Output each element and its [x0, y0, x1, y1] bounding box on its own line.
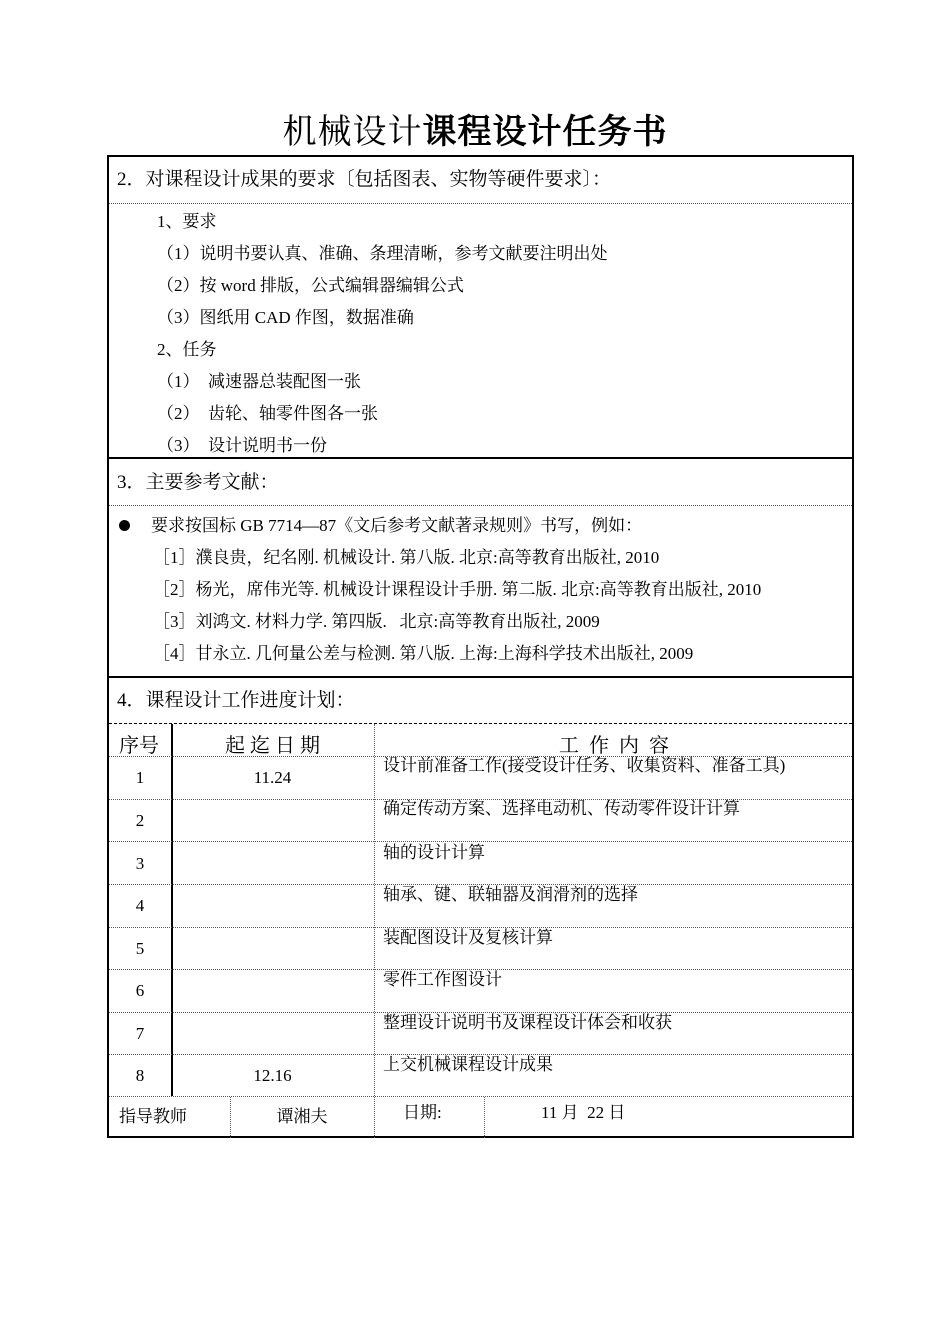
row-work: 轴承、键、联轴器及润滑剂的选择: [383, 885, 638, 904]
section2-line: 2、任务: [157, 340, 217, 359]
reference-item: ［4］甘永立. 几何量公差与检测. 第八版. 上海:上海科学技术出版社, 2009: [153, 644, 694, 663]
row-seq: 4: [135, 896, 145, 915]
section2-heading: 2．对课程设计成果的要求〔包括图表、实物等硬件要求〕：: [117, 169, 612, 190]
row-work: 整理设计说明书及课程设计体会和收获: [383, 1013, 672, 1032]
row-divider: [109, 1096, 852, 1097]
section2-line: （2） 齿轮、轴零件图各一张: [157, 404, 378, 423]
row-work: 设计前准备工作(接受设计任务、收集资料、准备工具): [383, 756, 786, 775]
section2-line: （1） 减速器总装配图一张: [157, 372, 361, 391]
row-seq: 7: [135, 1024, 145, 1043]
section3-heading: 3．主要参考文献：: [117, 472, 279, 493]
row-seq: 1: [135, 768, 145, 787]
column-divider: [374, 724, 375, 1096]
bullet-icon: [119, 520, 130, 531]
row-date: 12.16: [253, 1066, 292, 1085]
row-seq: 3: [135, 854, 145, 873]
date-label: 日期:: [403, 1103, 442, 1122]
section2-line: （1）说明书要认真、准确、条理清晰，参考文献要注明出处: [157, 244, 608, 263]
date-value: 11 月 22 日: [541, 1103, 626, 1122]
divider: [109, 676, 852, 678]
column-divider: [374, 1097, 375, 1138]
col-header-seq: 序号: [119, 735, 159, 757]
page-title: [0, 110, 950, 156]
task-table: [107, 155, 854, 1138]
divider: [109, 203, 852, 204]
row-seq: 2: [135, 811, 145, 830]
section3-bullet-text: 要求按国标 GB 7714—87《文后参考文献著录规则》书写，例如：: [151, 516, 643, 535]
section2-line: （2）按 word 排版，公式编辑器编辑公式: [157, 276, 464, 295]
row-work: 上交机械课程设计成果: [383, 1055, 553, 1074]
teacher-name: 谭湘夫: [276, 1107, 328, 1126]
row-date: 11.24: [253, 768, 292, 787]
section2-line: （3） 设计说明书一份: [157, 436, 327, 455]
col-header-date: 起 迄 日 期: [225, 735, 320, 757]
reference-item: ［3］刘鸿文. 材料力学. 第四版. 北京:高等教育出版社, 2009: [153, 612, 600, 631]
divider: [109, 457, 852, 459]
divider: [109, 505, 852, 506]
section2-line: 1、要求: [157, 212, 217, 231]
title-bold: 课程设计任务书: [422, 114, 668, 151]
column-divider: [484, 1097, 485, 1138]
row-seq: 5: [135, 939, 145, 958]
row-work: 轴的设计计算: [383, 843, 485, 862]
reference-item: ［2］杨光，席伟光等. 机械设计课程设计手册. 第二版. 北京:高等教育出版社, 2010: [153, 580, 762, 599]
section2-line: （3）图纸用 CAD 作图，数据准确: [157, 308, 414, 327]
reference-item: ［1］濮良贵，纪名刚. 机械设计. 第八版. 北京:高等教育出版社, 2010: [153, 548, 660, 567]
teacher-label: 指导教师: [119, 1107, 187, 1126]
row-work: 装配图设计及复核计算: [383, 928, 553, 947]
col-header-work: 工 作 内 容: [559, 735, 669, 757]
divider: [109, 723, 852, 724]
title-light: 机械设计: [282, 114, 423, 151]
row-work: 零件工作图设计: [383, 970, 502, 989]
row-seq: 8: [135, 1066, 145, 1085]
row-seq: 6: [135, 981, 145, 1000]
row-work: 确定传动方案、选择电动机、传动零件设计计算: [383, 799, 740, 818]
section4-heading: 4．课程设计工作进度计划：: [117, 690, 355, 711]
